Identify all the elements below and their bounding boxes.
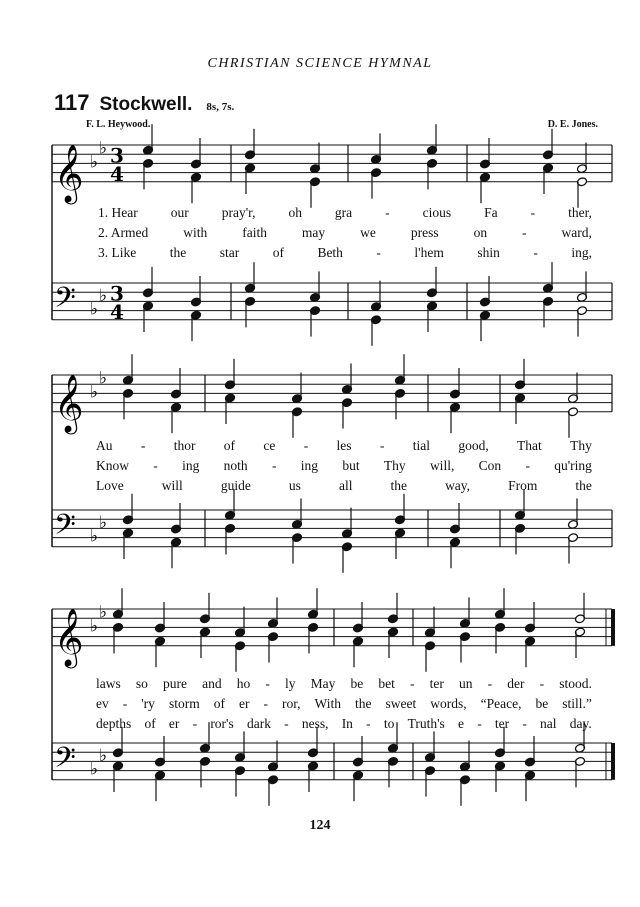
- lyric-syllable: -: [530, 205, 536, 220]
- words-credit: F. L. Heywood.: [86, 119, 151, 130]
- treble-clef-icon: 𝄞: [54, 607, 84, 666]
- lyric-syllable: shin: [477, 245, 500, 260]
- lyric-syllable: way,: [445, 478, 471, 493]
- lyric-syllable: the: [575, 478, 592, 493]
- lyric-syllable: -: [271, 458, 277, 473]
- lyric-syllable: From: [508, 478, 538, 493]
- flat-icon: ♭: [99, 745, 108, 766]
- lyric-syllable: Truth's: [407, 716, 445, 731]
- lyric-syllable: of: [144, 716, 156, 731]
- lyric-line: [96, 458, 592, 474]
- lyric-syllable: but: [342, 458, 360, 473]
- hymn-number: 117: [54, 90, 90, 115]
- lyric-syllable: -: [379, 438, 385, 453]
- lyric-syllable: and: [202, 676, 222, 691]
- lyric-syllable: un: [459, 676, 473, 691]
- lyric-syllable: the: [354, 696, 372, 711]
- lyric-syllable: we: [360, 225, 376, 240]
- lyric-syllable: ther,: [568, 205, 592, 220]
- lyric-syllable: 3. Like: [98, 245, 137, 260]
- lyric-syllable: nal: [540, 716, 557, 731]
- lyric-syllable: of: [223, 438, 236, 453]
- treble-clef-icon: 𝄞: [54, 373, 84, 432]
- lyric-syllable: -: [263, 696, 268, 711]
- time-signature: 4: [110, 299, 124, 324]
- lyric-syllable: er: [168, 716, 180, 731]
- lyric-syllable: -: [522, 225, 527, 240]
- lyric-syllable: Thy: [383, 458, 406, 473]
- lyric-syllable: the: [169, 245, 187, 260]
- lyric-syllable: so: [135, 676, 148, 691]
- lyric-syllable: noth: [223, 458, 248, 473]
- time-signature: 4: [110, 161, 124, 186]
- lyric-syllable: ter: [429, 676, 444, 691]
- lyric-syllable: der: [507, 676, 525, 691]
- lyric-syllable: Au: [96, 438, 113, 453]
- lyric-syllable: us: [288, 478, 301, 493]
- bass-clef-icon: 𝄢: [54, 741, 76, 782]
- lyric-syllable: sweet: [385, 696, 417, 711]
- lyric-syllable: Fa: [484, 205, 498, 220]
- lyric-syllable: ter: [494, 716, 510, 731]
- lyric-syllable: -: [284, 716, 289, 731]
- lyric-syllable: pray'r,: [221, 205, 256, 220]
- lyric-syllable: les: [336, 438, 352, 453]
- lyric-syllable: with: [183, 225, 208, 240]
- lyric-syllable: faith: [242, 225, 267, 240]
- lyric-syllable: guide: [220, 478, 251, 493]
- flat-icon: ♭: [99, 368, 108, 389]
- lyric-syllable: ror's: [210, 716, 234, 731]
- flat-icon: ♭: [90, 759, 99, 780]
- lyric-syllable: cious: [422, 205, 452, 220]
- flat-icon: ♭: [99, 602, 108, 623]
- lyric-syllable: dark: [246, 716, 271, 731]
- lyric-syllable: Thy: [570, 438, 592, 453]
- lyric-syllable: -: [410, 676, 415, 691]
- lyric-syllable: l'hem: [414, 245, 444, 260]
- bass-clef-icon: 𝄢: [54, 281, 76, 322]
- lyric-line: [98, 245, 592, 261]
- flat-icon: ♭: [90, 382, 99, 403]
- lyric-syllable: e: [457, 716, 464, 731]
- lyric-syllable: still.”: [562, 696, 592, 711]
- lyric-syllable: 1. Hear: [98, 205, 138, 220]
- lyric-syllable: -: [376, 245, 381, 260]
- lyric-syllable: pure: [163, 676, 188, 691]
- lyric-syllable: ness,: [301, 716, 329, 731]
- lyric-line: [96, 716, 592, 732]
- lyric-syllable: the: [390, 478, 408, 493]
- lyric-syllable: -: [477, 716, 482, 731]
- lyric-syllable: ce: [263, 438, 276, 453]
- lyric-syllable: Con: [478, 458, 502, 473]
- lyric-syllable: -: [265, 676, 270, 691]
- lyric-syllable: -: [522, 716, 527, 731]
- lyric-syllable: ev: [96, 696, 109, 711]
- lyric-syllable: ing: [182, 458, 200, 473]
- lyric-syllable: star: [219, 245, 240, 260]
- lyric-syllable: -: [533, 245, 538, 260]
- lyric-syllable: storm: [168, 696, 200, 711]
- lyric-syllable: words,: [430, 696, 467, 711]
- lyric-syllable: press: [410, 225, 439, 240]
- lyric-syllable: -: [192, 716, 198, 731]
- lyric-syllable: Love: [96, 478, 124, 493]
- lyric-syllable: be: [350, 676, 364, 691]
- lyric-syllable: our: [170, 205, 189, 220]
- lyric-syllable: laws: [96, 676, 121, 691]
- lyric-syllable: -: [539, 676, 545, 691]
- lyric-syllable: -: [525, 458, 530, 473]
- flat-icon: ♭: [90, 616, 99, 637]
- lyric-syllable: ing: [300, 458, 319, 473]
- lyric-syllable: ing,: [571, 245, 592, 260]
- time-signature: 3: [110, 143, 124, 168]
- lyric-syllable: er: [238, 696, 250, 711]
- lyric-line: [96, 696, 592, 712]
- lyric-syllable: 2. Armed: [98, 225, 149, 240]
- bass-clef-icon: 𝄢: [54, 508, 76, 549]
- music-credit: D. E. Jones.: [547, 119, 598, 130]
- lyric-syllable: 'ry: [141, 696, 155, 711]
- lyric-syllable: all: [338, 478, 353, 493]
- lyric-syllable: qu'ring: [554, 458, 592, 473]
- lyric-syllable: good,: [458, 438, 489, 453]
- lyric-syllable: ward,: [561, 225, 592, 240]
- flat-icon: ♭: [90, 526, 99, 547]
- lyric-syllable: -: [366, 716, 371, 731]
- lyric-syllable: stood.: [559, 676, 592, 691]
- lyric-syllable: That: [517, 438, 542, 453]
- time-signature: 3: [110, 281, 124, 306]
- treble-clef-icon: 𝄞: [54, 143, 84, 202]
- lyric-syllable: will: [161, 478, 183, 493]
- lyric-syllable: May: [310, 676, 336, 691]
- lyric-line: [96, 676, 592, 692]
- tune-name: Stockwell.: [99, 94, 193, 115]
- lyric-syllable: of: [272, 245, 284, 260]
- page-number: 124: [309, 818, 331, 833]
- flat-icon: ♭: [99, 138, 108, 159]
- lyric-syllable: tial: [412, 438, 430, 453]
- lyric-syllable: will,: [429, 458, 455, 473]
- lyric-syllable: ror,: [281, 696, 301, 711]
- lyric-syllable: -: [140, 438, 146, 453]
- lyric-syllable: -: [153, 458, 158, 473]
- lyric-line: [96, 478, 592, 494]
- lyric-syllable: -: [122, 696, 128, 711]
- lyric-syllable: -: [487, 676, 493, 691]
- lyric-syllable: ly: [285, 676, 296, 691]
- lyric-syllable: Beth: [317, 245, 343, 260]
- lyric-syllable: thor: [173, 438, 196, 453]
- flat-icon: ♭: [90, 299, 99, 320]
- lyric-syllable: day.: [569, 716, 592, 731]
- lyric-syllable: Know: [96, 458, 129, 473]
- lyric-syllable: In: [341, 716, 353, 731]
- lyric-syllable: gra: [334, 205, 353, 220]
- lyric-syllable: oh: [288, 205, 302, 220]
- lyric-syllable: “Peace,: [480, 696, 522, 711]
- lyric-syllable: -: [385, 205, 390, 220]
- flat-icon: ♭: [99, 285, 108, 306]
- lyric-syllable: to: [383, 716, 395, 731]
- lyric-syllable: -: [303, 438, 309, 453]
- lyric-syllable: of: [213, 696, 225, 711]
- lyric-syllable: With: [314, 696, 341, 711]
- lyric-syllable: bet: [378, 676, 395, 691]
- lyric-syllable: depths: [96, 716, 132, 731]
- lyric-syllable: may: [301, 225, 326, 240]
- running-header: CHRISTIAN SCIENCE HYMNAL: [207, 56, 433, 71]
- flat-icon: ♭: [90, 152, 99, 173]
- meter: 8s, 7s.: [206, 101, 235, 113]
- lyric-syllable: on: [473, 225, 488, 240]
- lyric-syllable: ho: [236, 676, 251, 691]
- flat-icon: ♭: [99, 512, 108, 533]
- lyric-line: [98, 225, 592, 241]
- lyric-syllable: be: [535, 696, 549, 711]
- lyric-line: [98, 205, 592, 221]
- lyric-line: [96, 438, 592, 454]
